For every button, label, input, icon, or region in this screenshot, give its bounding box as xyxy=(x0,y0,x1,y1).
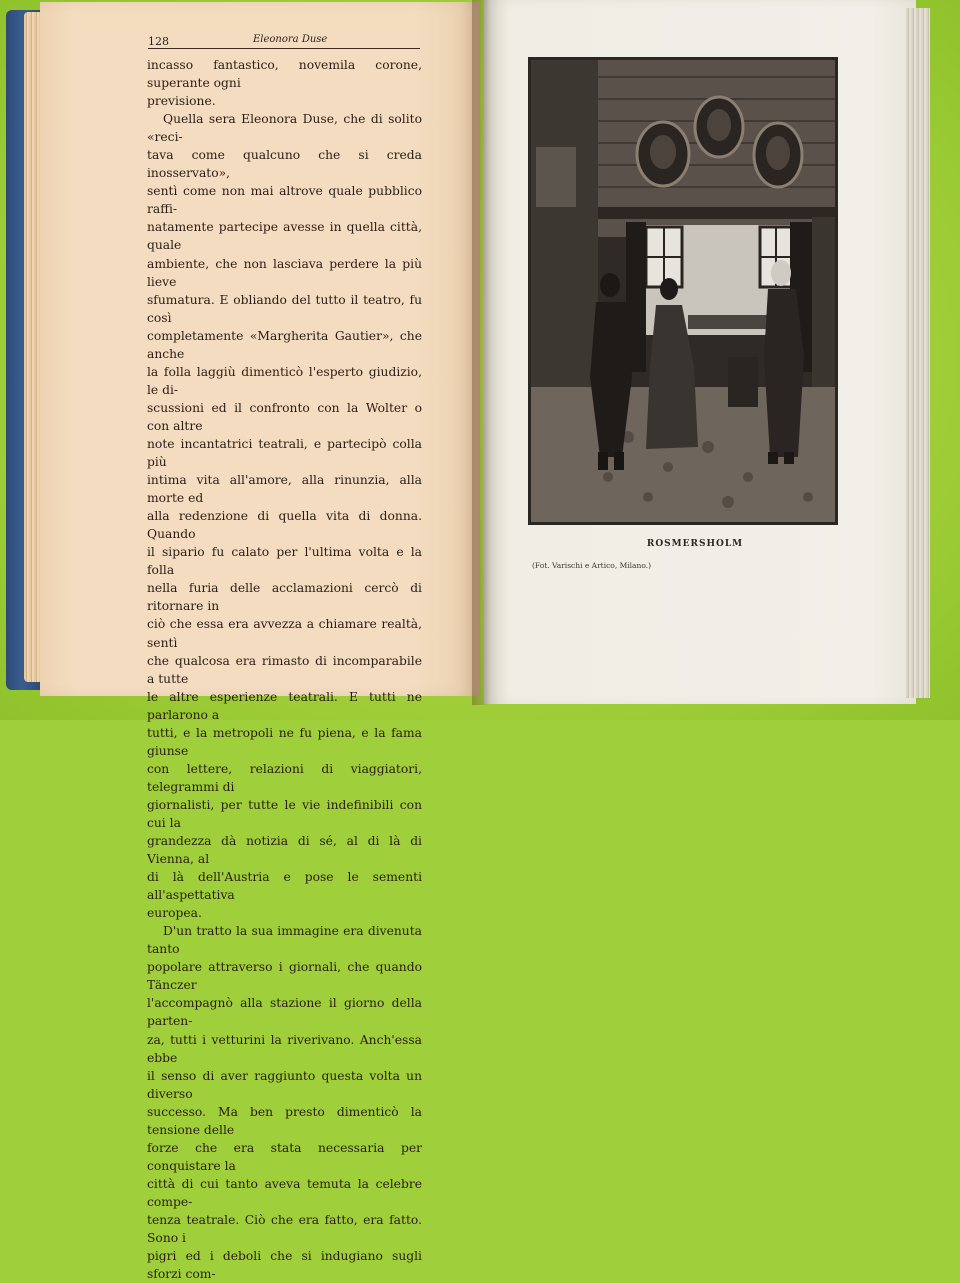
book-gutter xyxy=(472,0,490,705)
text-line: completamente «Margherita Gautier», che anche xyxy=(147,328,422,361)
page-header xyxy=(148,30,420,49)
text-line: D'un tratto la sua immagine era divenuta tanto xyxy=(147,924,422,957)
text-line: nella furia delle acclamazioni cercò di ritornare in xyxy=(147,581,422,614)
text-line: il sipario fu calato per l'ultima volta e la folla xyxy=(147,545,422,578)
text-line: scussioni ed il confronto con la Wolter o con altre xyxy=(147,400,422,433)
photo-caption: ROSMERSHOLM xyxy=(646,539,744,549)
text-line: tenza teatrale. Ciò che era fatto, era fatto. Sono i xyxy=(147,1213,422,1246)
text-line: ciò che essa era avvezza a chiamare realtà, sentì xyxy=(147,617,422,650)
text-line: le altre esperienze teatrali. E tutti ne parlarono a xyxy=(147,689,422,722)
text-line: incasso fantastico, novemila corone, superante ogni xyxy=(147,58,422,91)
rosmersholm-photograph xyxy=(528,57,838,525)
text-line: con lettere, relazioni di viaggiatori, telegrammi di xyxy=(147,761,422,794)
body-text xyxy=(147,56,422,1283)
text-line: sfumatura. E obliando del tutto il teatro, fu così xyxy=(147,292,422,325)
text-line: pigri ed i deboli che si indugiano sugli sforzi com- xyxy=(147,1249,422,1282)
text-line: tava come qualcuno che si creda inosservato», xyxy=(147,148,422,181)
text-line: successo. Ma ben presto dimenticò la tensione delle xyxy=(147,1104,422,1137)
text-line: grandezza dà notizia di sé, al di là di Vienna, al xyxy=(147,834,422,867)
text-line: giornalisti, per tutte le vie indefinibili con cui la xyxy=(147,797,422,830)
text-line: il senso di aver raggiunto questa volta un diverso xyxy=(147,1068,422,1101)
text-line: intima vita all'amore, alla rinunzia, alla morte ed xyxy=(147,473,422,506)
page-edges-right xyxy=(906,8,930,698)
photo-scene xyxy=(528,57,838,525)
text-line: che qualcosa era rimasto di incomparabile a tutte xyxy=(147,653,422,686)
text-line: alla redenzione di quella vita di donna. Quando xyxy=(147,509,422,542)
text-line: città di cui tanto aveva temuta la celebre compe- xyxy=(147,1176,422,1209)
text-line: note incantatrici teatrali, e partecipò colla più xyxy=(147,436,422,470)
page-number: 128 xyxy=(148,35,169,48)
text-line: la folla laggiù dimenticò l'esperto giudizio, le di- xyxy=(147,364,422,397)
text-line: tutti, e la metropoli ne fu piena, e la fama giunse xyxy=(147,725,422,758)
text-line: ambiente, che non lasciava perdere la più lieve xyxy=(147,256,422,289)
text-line: forze che era stata necessaria per conquistare la xyxy=(147,1140,422,1173)
photo-credit: (Fot. Varischi e Artico, Milano.) xyxy=(532,561,652,570)
text-line: di là dell'Austria e pose le sementi all'aspettativa xyxy=(147,870,422,903)
text-line: natamente partecipe avesse in quella città, quale xyxy=(147,220,422,253)
text-line: popolare attraverso i giornali, che quando Tänczer xyxy=(147,960,422,993)
running-title: Eleonora Duse xyxy=(253,34,328,45)
text-line: europea. xyxy=(147,906,202,921)
text-line: za, tutti i vetturini la riverivano. Anch'essa ebbe xyxy=(147,1032,422,1065)
text-line: sentì come non mai altrove quale pubblico raffi- xyxy=(147,184,422,217)
text-line: l'accompagnò alla stazione il giorno della parten- xyxy=(147,996,422,1029)
text-line: Quella sera Eleonora Duse, che di solito «reci- xyxy=(147,112,422,145)
text-line: previsione. xyxy=(147,94,216,109)
